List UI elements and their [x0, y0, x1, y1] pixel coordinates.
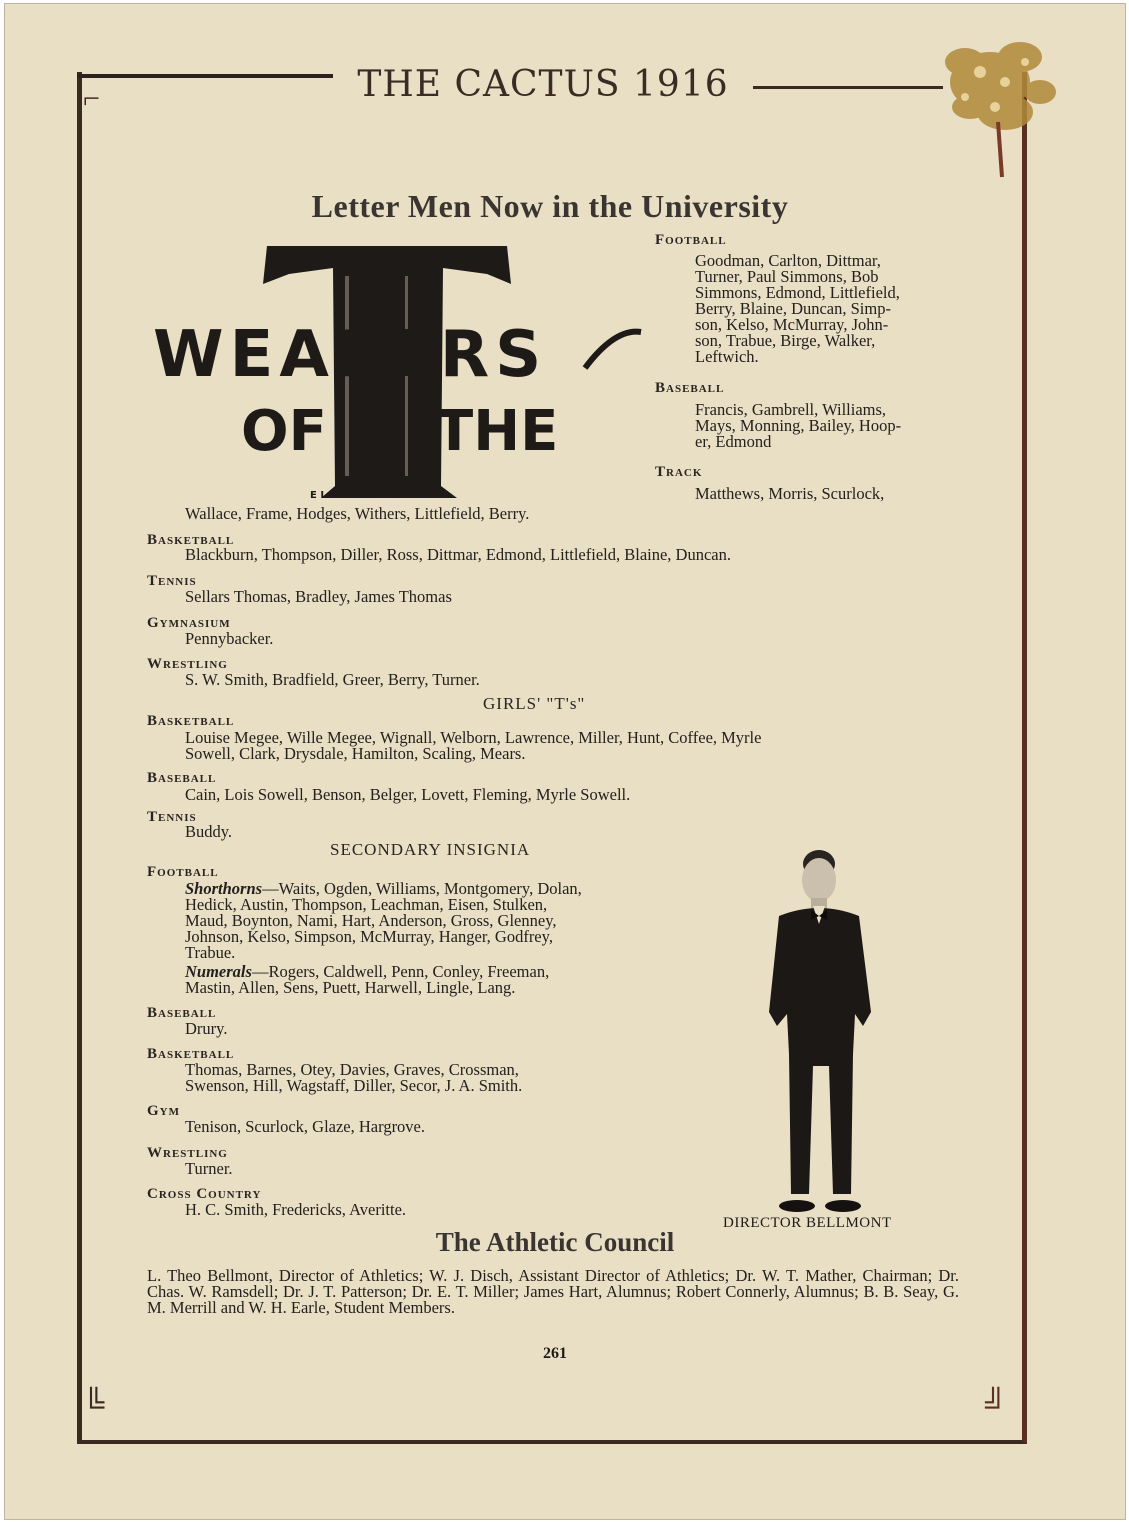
secondary-category-cross-country: Cross Country — [147, 1186, 262, 1202]
girls-category-tennis: Tennis — [147, 809, 197, 825]
baseball-letter-men: Francis, Gambrell, Williams, Mays, Monning, Bailey, Hoop- er, Edmond — [695, 400, 902, 451]
secondary-category-football: Football — [147, 864, 219, 880]
main-title: Letter Men Now in the University — [311, 188, 789, 224]
director-caption: DIRECTOR BELLMONT — [723, 1215, 892, 1231]
secondary-category-baseball: Baseball — [147, 1005, 217, 1021]
corner-ornament-bottom-right-icon: ╝ — [985, 1388, 1007, 1421]
numerals-names: Numerals—Rogers, Caldwell, Penn, Conley, Freeman, Mastin, Allen, Sens, Puett, Harwell, Lingle, Lang. — [185, 962, 550, 997]
shorthorns-names: Shorthorns—Waits, Ogden, Williams, Montgomery, Dolan, Hedick, Austin, Thompson, Leachman, Eisen, Stulken, Maud, Boynton, Nami, Hart, Anderson, Gross, Glenney, Johnson, Kelso, Simpson, McMurray, Hanger, Godfrey, Trabue. — [185, 879, 582, 962]
secondary-category-wrestling: Wrestling — [147, 1145, 228, 1161]
secondary-basketball-names: Thomas, Barnes, Otey, Davies, Graves, Crossman, Swenson, Hill, Wagstaff, Diller, Secor, J. A. Smith. — [185, 1060, 523, 1095]
header-rule-left — [77, 74, 333, 78]
secondary-cross-country-names: H. C. Smith, Fredericks, Averitte. — [185, 1200, 407, 1219]
secondary-category-basketball: Basketball — [147, 1046, 235, 1062]
secondary-baseball-names: Drury. — [185, 1019, 228, 1038]
corner-ornament-top-left-icon: ⌐ — [83, 82, 100, 115]
girls-baseball-names: Cain, Lois Sowell, Benson, Belger, Lovett, Fleming, Myrle Sowell. — [185, 785, 631, 804]
football-letter-men: Goodman, Carlton, Dittmar, Turner, Paul Simmons, Bob Simmons, Edmond, Littlefield, Berry, Blaine, Duncan, Simp- son, Kelso, McMurray, John- son, Trabue, Birge, Walker, Leftwich. — [695, 251, 900, 366]
secondary-wrestling-names: Turner. — [185, 1159, 233, 1178]
category-track: Track — [655, 464, 703, 480]
secondary-category-gym: Gym — [147, 1103, 180, 1119]
emblem-word-the: THE — [435, 399, 559, 464]
wearers-of-the-t-emblem — [145, 236, 645, 508]
track-letter-men: Matthews, Morris, Scurlock, — [695, 484, 885, 503]
athletic-council-title: The Athletic Council — [435, 1227, 675, 1257]
emblem-artist-signature: E L F E N B E I N — [310, 490, 400, 501]
secondary-insignia-heading: SECONDARY INSIGNIA — [330, 840, 531, 859]
category-tennis: Tennis — [147, 573, 197, 589]
athletic-council-members: L. Theo Bellmont, Director of Athletics; W. J. Disch, Assistant Director of Athletics; Dr. W. T. Mather, Chairman; Dr. Chas. W. Ramsdell; Dr. J. T. Patterson; Dr. E. T. Miller; James Hart, Alumnus; Robert Connerly, Alumnus; B. B. Seay, G. M. Merrill and W. H. Earle, Student Members. — [147, 1266, 959, 1317]
girls-category-basketball: Basketball — [147, 713, 235, 729]
gymnasium-letter-men: Pennybacker. — [185, 629, 274, 648]
girls-ts-heading: GIRLS' "T's" — [483, 694, 586, 713]
page-header-title: THE CACTUS 1916 — [357, 64, 729, 105]
yearbook-page — [4, 3, 1126, 1520]
category-basketball: Basketball — [147, 532, 235, 548]
secondary-gym-names: Tenison, Scurlock, Glaze, Hargrove. — [185, 1117, 426, 1136]
emblem-word-of: OF — [241, 399, 327, 464]
category-gymnasium: Gymnasium — [147, 615, 231, 631]
girls-basketball-names: Louise Megee, Wille Megee, Wignall, Welborn, Lawrence, Miller, Hunt, Coffee, Myrle Sowell, Clark, Drysdale, Hamilton, Scaling, Mears. — [185, 728, 762, 763]
category-baseball: Baseball — [655, 380, 725, 396]
category-football: Football — [655, 232, 727, 248]
girls-category-baseball: Baseball — [147, 770, 217, 786]
page-number: 261 — [543, 1345, 567, 1362]
cactus-plant-decoration-icon — [910, 12, 1110, 182]
director-bellmont-photo — [757, 834, 897, 1214]
basketball-letter-men: Blackburn, Thompson, Diller, Ross, Dittmar, Edmond, Littlefield, Blaine, Duncan. — [185, 545, 731, 564]
category-wrestling: Wrestling — [147, 656, 228, 672]
tennis-letter-men: Sellars Thomas, Bradley, James Thomas — [185, 587, 452, 606]
corner-ornament-bottom-left-icon: ╚ — [83, 1388, 105, 1421]
track-letter-men-continued: Wallace, Frame, Hodges, Withers, Littlefield, Berry. — [185, 504, 530, 523]
emblem-word-wearers: WEARERS — [153, 318, 548, 392]
wrestling-letter-men: S. W. Smith, Bradfield, Greer, Berry, Turner. — [185, 670, 480, 689]
girls-tennis-names: Buddy. — [185, 822, 233, 841]
